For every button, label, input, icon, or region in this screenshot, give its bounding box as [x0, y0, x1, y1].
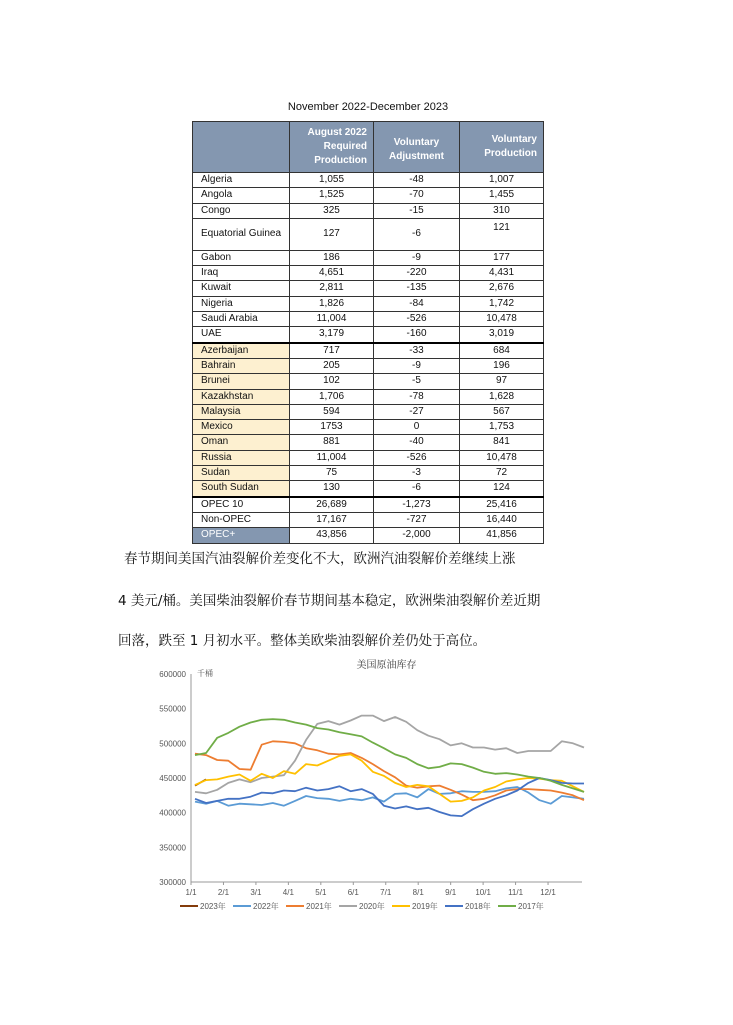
- country-cell: Malaysia: [193, 404, 290, 419]
- x-tick-label: 3/1: [250, 888, 262, 897]
- required-cell: 26,689: [290, 497, 374, 513]
- required-cell: 1,055: [290, 173, 374, 188]
- required-cell: 3,179: [290, 327, 374, 343]
- voluntary-cell: 4,431: [460, 266, 544, 281]
- country-cell: South Sudan: [193, 481, 290, 497]
- table-row: [193, 296, 544, 311]
- country-cell: OPEC 10: [193, 497, 290, 513]
- country-cell: Angola: [193, 188, 290, 203]
- country-cell: Brunei: [193, 374, 290, 389]
- table-row: [193, 466, 544, 481]
- country-cell: Gabon: [193, 250, 290, 265]
- required-cell: 43,856: [290, 528, 374, 543]
- table-title: November 2022-December 2023: [287, 101, 449, 113]
- voluntary-cell: 567: [460, 404, 544, 419]
- adjustment-cell: -526: [374, 450, 460, 465]
- voluntary-cell: 1,742: [460, 296, 544, 311]
- series-line: [195, 716, 584, 794]
- table-header-required: August 2022 Required Production: [290, 122, 374, 173]
- required-cell: 325: [290, 203, 374, 218]
- country-cell: OPEC+: [193, 528, 290, 543]
- required-cell: 186: [290, 250, 374, 265]
- required-cell: 11,004: [290, 450, 374, 465]
- x-tick-label: 12/1: [540, 888, 556, 897]
- adjustment-cell: -220: [374, 266, 460, 281]
- x-tick-label: 10/1: [475, 888, 491, 897]
- adjustment-cell: -70: [374, 188, 460, 203]
- paragraph-line-1: 春节期间美国汽油裂解价差变化不大，欧洲汽油裂解价差继续上涨: [124, 551, 516, 567]
- country-cell: Mexico: [193, 420, 290, 435]
- required-cell: 1,826: [290, 296, 374, 311]
- voluntary-cell: 1,628: [460, 389, 544, 404]
- x-tick-label: 11/1: [508, 888, 524, 897]
- table-row: [193, 188, 544, 203]
- required-cell: 881: [290, 435, 374, 450]
- required-cell: 205: [290, 358, 374, 373]
- table-row: [193, 173, 544, 188]
- adjustment-cell: -5: [374, 374, 460, 389]
- table-row: [193, 420, 544, 435]
- adjustment-cell: -727: [374, 512, 460, 527]
- voluntary-cell: 310: [460, 203, 544, 218]
- country-cell: UAE: [193, 327, 290, 343]
- voluntary-cell: 177: [460, 250, 544, 265]
- table-row: [193, 281, 544, 296]
- voluntary-cell: 41,856: [460, 528, 544, 543]
- table-row: [193, 481, 544, 497]
- table-row: [193, 266, 544, 281]
- paragraph-line-3: 回落，跌至 1 月初水平。整体美欧柴油裂解价差仍处于高位。: [118, 633, 487, 649]
- table-row: [193, 497, 544, 513]
- adjustment-cell: -3: [374, 466, 460, 481]
- y-tick-label: 400000: [159, 808, 186, 818]
- table-row: [193, 435, 544, 450]
- adjustment-cell: -6: [374, 481, 460, 497]
- table-row: [193, 528, 544, 543]
- table-header-row: [193, 122, 544, 173]
- chart-svg: [136, 656, 596, 920]
- country-cell: Russia: [193, 450, 290, 465]
- y-tick-label: 600000: [159, 670, 186, 679]
- x-tick-label: 5/1: [315, 888, 327, 897]
- country-cell: Algeria: [193, 173, 290, 188]
- required-cell: 1,706: [290, 389, 374, 404]
- legend-label: 2022年: [253, 902, 279, 911]
- adjustment-cell: -33: [374, 343, 460, 359]
- country-cell: Equatorial Guinea: [193, 218, 290, 250]
- voluntary-cell: 684: [460, 343, 544, 359]
- required-cell: 102: [290, 374, 374, 389]
- voluntary-cell: 97: [460, 374, 544, 389]
- table-row: [193, 312, 544, 327]
- chart-title: 美国原油库存: [356, 660, 417, 671]
- y-tick-label: 450000: [159, 774, 186, 783]
- production-table: [192, 121, 544, 544]
- table-row: [193, 404, 544, 419]
- adjustment-cell: -526: [374, 312, 460, 327]
- voluntary-cell: 2,676: [460, 281, 544, 296]
- adjustment-cell: -40: [374, 435, 460, 450]
- required-cell: 1753: [290, 420, 374, 435]
- voluntary-cell: 196: [460, 358, 544, 373]
- country-cell: Nigeria: [193, 296, 290, 311]
- country-cell: Saudi Arabia: [193, 312, 290, 327]
- country-cell: Bahrain: [193, 358, 290, 373]
- adjustment-cell: 0: [374, 420, 460, 435]
- adjustment-cell: -6: [374, 218, 460, 250]
- legend-label: 2020年: [359, 902, 385, 911]
- x-tick-label: 2/1: [217, 888, 230, 897]
- legend-label: 2023年: [200, 902, 226, 911]
- country-cell: Azerbaijan: [193, 343, 290, 359]
- country-cell: Oman: [193, 435, 290, 450]
- country-cell: Iraq: [193, 266, 290, 281]
- table-row: [193, 327, 544, 343]
- table-row: [193, 389, 544, 404]
- y-tick-label: 550000: [159, 704, 186, 714]
- voluntary-cell: 121: [460, 218, 544, 250]
- voluntary-cell: 10,478: [460, 450, 544, 465]
- table-row: [193, 343, 544, 359]
- table-row: [193, 218, 544, 250]
- paragraph-line-2: 4 美元/桶。美国柴油裂解价春节期间基本稳定，欧洲柴油裂解价差近期: [118, 593, 541, 609]
- table-header-voluntary: Voluntary Production: [460, 122, 544, 173]
- voluntary-cell: 72: [460, 466, 544, 481]
- voluntary-cell: 841: [460, 435, 544, 450]
- voluntary-cell: 1,007: [460, 173, 544, 188]
- x-tick-label: 7/1: [380, 888, 392, 897]
- y-tick-label: 350000: [159, 843, 186, 853]
- voluntary-cell: 1,753: [460, 420, 544, 435]
- required-cell: 17,167: [290, 512, 374, 527]
- x-tick-label: 6/1: [347, 888, 359, 897]
- adjustment-cell: -78: [374, 389, 460, 404]
- table-row: [193, 358, 544, 373]
- required-cell: 717: [290, 343, 374, 359]
- required-cell: 594: [290, 404, 374, 419]
- country-cell: Kuwait: [193, 281, 290, 296]
- country-cell: Kazakhstan: [193, 389, 290, 404]
- adjustment-cell: -135: [374, 281, 460, 296]
- legend-label: 2019年: [412, 902, 438, 911]
- legend-label: 2018年: [465, 902, 491, 911]
- voluntary-cell: 10,478: [460, 312, 544, 327]
- voluntary-cell: 25,416: [460, 497, 544, 513]
- country-cell: Congo: [193, 203, 290, 218]
- y-axis-label: 千桶: [197, 669, 213, 678]
- table-row: [193, 250, 544, 265]
- adjustment-cell: -84: [374, 296, 460, 311]
- country-cell: Sudan: [193, 466, 290, 481]
- y-tick-label: 300000: [159, 878, 186, 887]
- y-tick-label: 500000: [159, 739, 186, 749]
- required-cell: 127: [290, 218, 374, 250]
- adjustment-cell: -9: [374, 358, 460, 373]
- voluntary-cell: 3,019: [460, 327, 544, 343]
- required-cell: 2,811: [290, 281, 374, 296]
- table-header-country: [193, 122, 290, 173]
- adjustment-cell: -15: [374, 203, 460, 218]
- voluntary-cell: 124: [460, 481, 544, 497]
- legend-label: 2017年: [518, 902, 544, 911]
- country-cell: Non-OPEC: [193, 512, 290, 527]
- required-cell: 1,525: [290, 188, 374, 203]
- table-header-adjustment: Voluntary Adjustment: [374, 122, 460, 173]
- adjustment-cell: -27: [374, 404, 460, 419]
- adjustment-cell: -2,000: [374, 528, 460, 543]
- adjustment-cell: -9: [374, 250, 460, 265]
- table-row: [193, 374, 544, 389]
- adjustment-cell: -160: [374, 327, 460, 343]
- adjustment-cell: -48: [374, 173, 460, 188]
- adjustment-cell: -1,273: [374, 497, 460, 513]
- legend-label: 2021年: [306, 902, 332, 911]
- table-row: [193, 512, 544, 527]
- table-row: [193, 203, 544, 218]
- required-cell: 75: [290, 466, 374, 481]
- voluntary-cell: 16,440: [460, 512, 544, 527]
- voluntary-cell: 1,455: [460, 188, 544, 203]
- required-cell: 130: [290, 481, 374, 497]
- required-cell: 11,004: [290, 312, 374, 327]
- x-tick-label: 4/1: [282, 888, 294, 897]
- crude-inventory-chart: [136, 656, 596, 920]
- x-tick-label: 9/1: [445, 888, 457, 897]
- required-cell: 4,651: [290, 266, 374, 281]
- x-tick-label: 8/1: [412, 888, 424, 897]
- table-row: [193, 450, 544, 465]
- x-tick-label: 1/1: [185, 888, 197, 897]
